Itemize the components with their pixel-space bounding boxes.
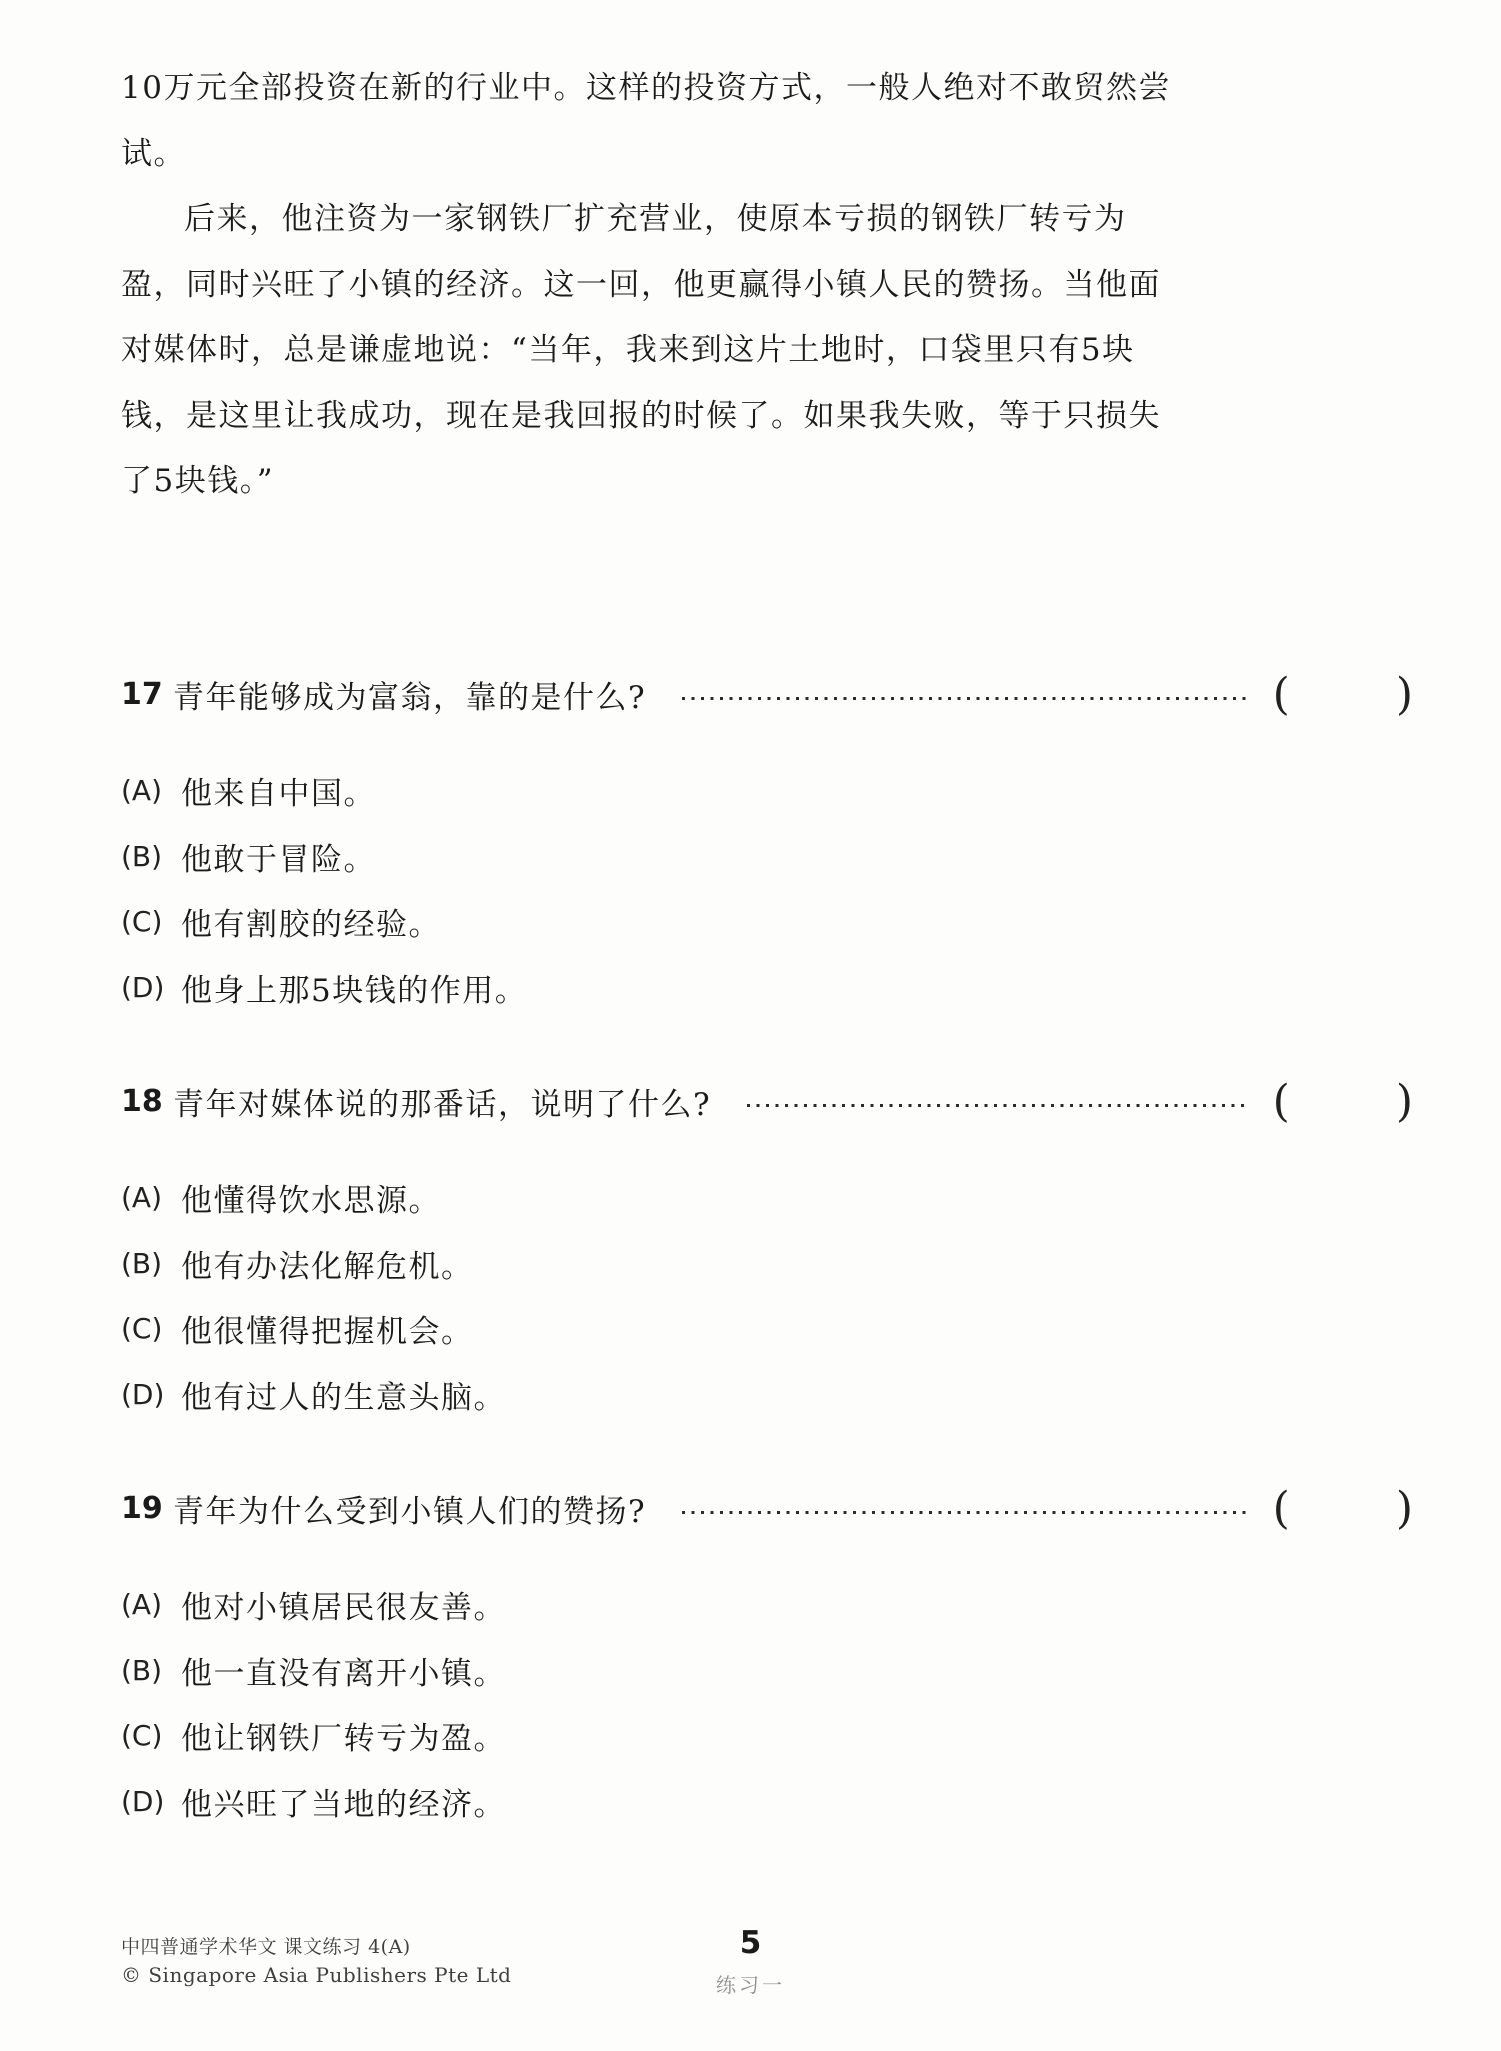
dotted-leader — [682, 1511, 1247, 1514]
option-text: 他身上那5块钱的作用。 — [181, 972, 528, 1009]
bracket-open: ( — [1272, 1482, 1290, 1534]
question-text: 青年对媒体说的那番话，说明了什么? — [173, 1086, 712, 1123]
footer-series-title: 中四普通学术华文 课文练习 4(A) — [121, 1936, 411, 1958]
question-text: 青年能够成为富翁，靠的是什么? — [173, 679, 647, 716]
page-number: 5 — [739, 1925, 762, 1961]
question-18 — [121, 1077, 1413, 1427]
bracket-close: ) — [1395, 1482, 1413, 1534]
option-text: 他对小镇居民很友善。 — [181, 1590, 506, 1627]
option-a — [121, 758, 1413, 824]
option-b — [121, 824, 1413, 890]
question-number: 17 — [121, 676, 163, 712]
passage-line: 盈，同时兴旺了小镇的经济。这一回，他更赢得小镇人民的赞扬。当他面 — [121, 266, 1161, 303]
option-label: (D) — [121, 1784, 165, 1818]
bracket-open: ( — [1272, 1075, 1290, 1127]
option-label: (B) — [121, 839, 163, 873]
option-a — [121, 1165, 1413, 1231]
question-number: 19 — [121, 1490, 163, 1526]
answer-bracket — [1273, 1076, 1413, 1127]
option-c — [121, 1296, 1413, 1362]
bracket-close: ) — [1395, 668, 1413, 720]
option-text: 他有割胶的经验。 — [181, 907, 441, 944]
question-17-options — [121, 758, 1413, 1020]
question-18-options — [121, 1165, 1413, 1427]
passage-line: 了5块钱。” — [121, 463, 275, 499]
question-19-row — [121, 1484, 1413, 1532]
reading-passage — [121, 56, 1171, 515]
option-label: (B) — [121, 1246, 163, 1280]
option-label: (D) — [121, 970, 165, 1004]
option-text: 他有办法化解危机。 — [181, 1248, 474, 1285]
option-label: (C) — [121, 905, 163, 939]
option-d — [121, 955, 1413, 1021]
option-label: (C) — [121, 1719, 163, 1753]
option-b — [121, 1638, 1413, 1704]
option-c — [121, 889, 1413, 955]
option-text: 他懂得饮水思源。 — [181, 1183, 441, 1220]
dotted-leader — [747, 1104, 1247, 1107]
exercise-label: 练习一 — [716, 1973, 785, 1997]
option-text: 他很懂得把握机会。 — [181, 1314, 474, 1351]
option-label: (A) — [121, 1181, 163, 1215]
question-17-row — [121, 670, 1413, 718]
option-label: (D) — [121, 1377, 165, 1411]
passage-line: 10万元全部投资在新的行业中。这样的投资方式，一般人绝对不敢贸然尝 — [121, 70, 1171, 106]
option-label: (A) — [121, 774, 163, 808]
option-label: (C) — [121, 1312, 163, 1346]
option-d — [121, 1769, 1413, 1835]
option-label: (A) — [121, 1588, 163, 1622]
bracket-close: ) — [1395, 1075, 1413, 1127]
dotted-leader — [682, 697, 1247, 700]
question-text: 青年为什么受到小镇人们的赞扬? — [173, 1493, 647, 1530]
option-text: 他有过人的生意头脑。 — [181, 1379, 506, 1416]
question-19 — [121, 1484, 1413, 1834]
option-a — [121, 1572, 1413, 1638]
option-text: 他一直没有离开小镇。 — [181, 1655, 506, 1692]
question-18-row — [121, 1077, 1413, 1125]
passage-line: 试。 — [121, 135, 186, 172]
option-text: 他让钢铁厂转亏为盈。 — [181, 1721, 506, 1758]
option-text: 他来自中国。 — [181, 776, 376, 813]
option-d — [121, 1362, 1413, 1428]
footer-copyright: © Singapore Asia Publishers Pte Ltd — [121, 1963, 512, 1987]
answer-bracket — [1273, 1483, 1413, 1534]
answer-bracket — [1273, 669, 1413, 720]
passage-line: 后来，他注资为一家钢铁厂扩充营业，使原本亏损的钢铁厂转亏为 — [184, 201, 1127, 237]
passage-line: 钱，是这里让我成功，现在是我回报的时候了。如果我失败，等于只损失 — [121, 397, 1161, 434]
option-b — [121, 1231, 1413, 1297]
option-text: 他敢于冒险。 — [181, 841, 376, 878]
question-19-options — [121, 1572, 1413, 1834]
option-c — [121, 1703, 1413, 1769]
option-text: 他兴旺了当地的经济。 — [181, 1786, 506, 1823]
option-label: (B) — [121, 1653, 163, 1687]
question-17 — [121, 670, 1413, 1020]
question-number: 18 — [121, 1083, 163, 1119]
bracket-open: ( — [1272, 668, 1290, 720]
passage-line: 对媒体时，总是谦虚地说：“当年，我来到这片土地时，口袋里只有5块 — [121, 332, 1135, 368]
